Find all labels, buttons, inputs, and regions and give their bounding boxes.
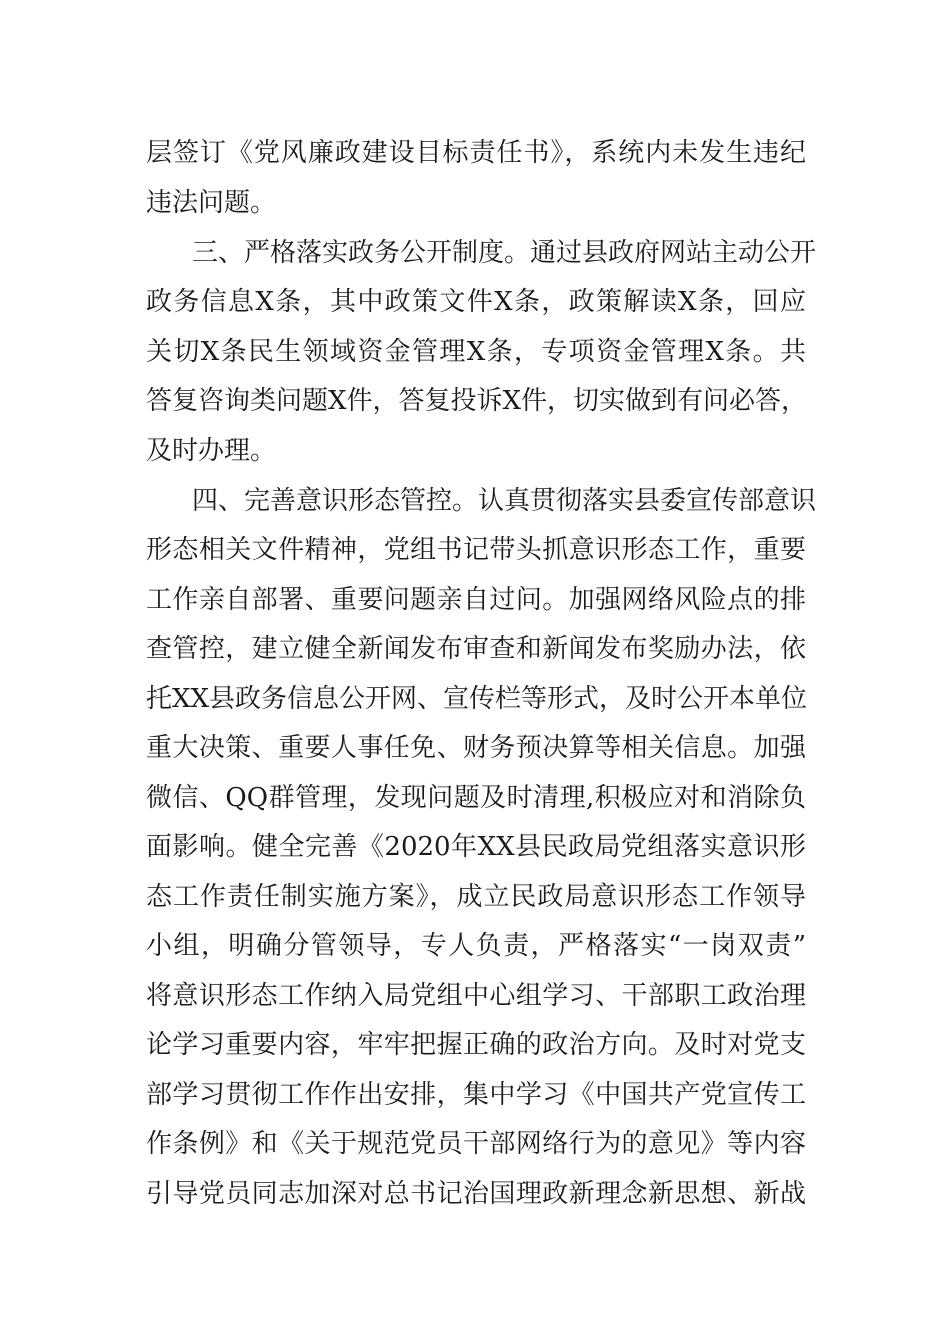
text-line: 论学习重要内容，牢牢把握正确的政治方向。及时对党支 — [146, 1030, 806, 1060]
text-line: 作条例》和《关于规范党员干部网络行为的意见》等内容 — [146, 1129, 806, 1159]
text-line: 面影响。健全完善《2020年XX县民政局党组落实意识形 — [146, 832, 806, 862]
text-line: 及时办理。 — [146, 436, 277, 466]
paragraph-heading-line: 四、完善意识形态管控。认真贯彻落实县委宣传部意识 — [192, 486, 817, 516]
text-line: 政务信息X条，其中政策文件X条，政策解读X条，回应 — [146, 287, 806, 317]
text-line: 答复咨询类问题X件，答复投诉X件，切实做到有问必答， — [146, 386, 808, 416]
text-line: 查管控，建立健全新闻发布审查和新闻发布奖励办法，依 — [146, 634, 806, 664]
text-line: 态工作责任制实施方案》，成立民政局意识形态工作领导 — [146, 882, 806, 912]
text-line: 工作亲自部署、重要问题亲自过问。加强网络风险点的排 — [146, 585, 806, 615]
paragraph-heading-line: 三、严格落实政务公开制度。通过县政府网站主动公开 — [192, 238, 817, 268]
text-line: 关切X条民生领域资金管理X条，专项资金管理X条。共 — [146, 337, 806, 367]
text-line: 引导党员同志加深对总书记治国理政新理念新思想、新战 — [146, 1179, 806, 1209]
text-line: 违法问题。 — [146, 188, 277, 218]
text-line: 托XX县政务信息公开网、宣传栏等形式，及时公开本单位 — [146, 684, 808, 714]
text-line: 微信、QQ群管理，发现问题及时清理,积极应对和消除负 — [146, 783, 806, 813]
text-line: 层签订《党风廉政建设目标责任书》，系统内未发生违纪 — [146, 138, 806, 168]
text-line: 将意识形态工作纳入局党组中心组学习、干部职工政治理 — [146, 981, 806, 1011]
text-line: 重大决策、重要人事任免、财务预决算等相关信息。加强 — [146, 733, 806, 763]
text-line: 形态相关文件精神，党组书记带头抓意识形态工作，重要 — [146, 535, 806, 565]
text-line: 部学习贯彻工作作出安排，集中学习《中国共产党宣传工 — [146, 1080, 806, 1110]
text-line: 小组，明确分管领导，专人负责，严格落实“一岗双责” — [146, 931, 806, 961]
